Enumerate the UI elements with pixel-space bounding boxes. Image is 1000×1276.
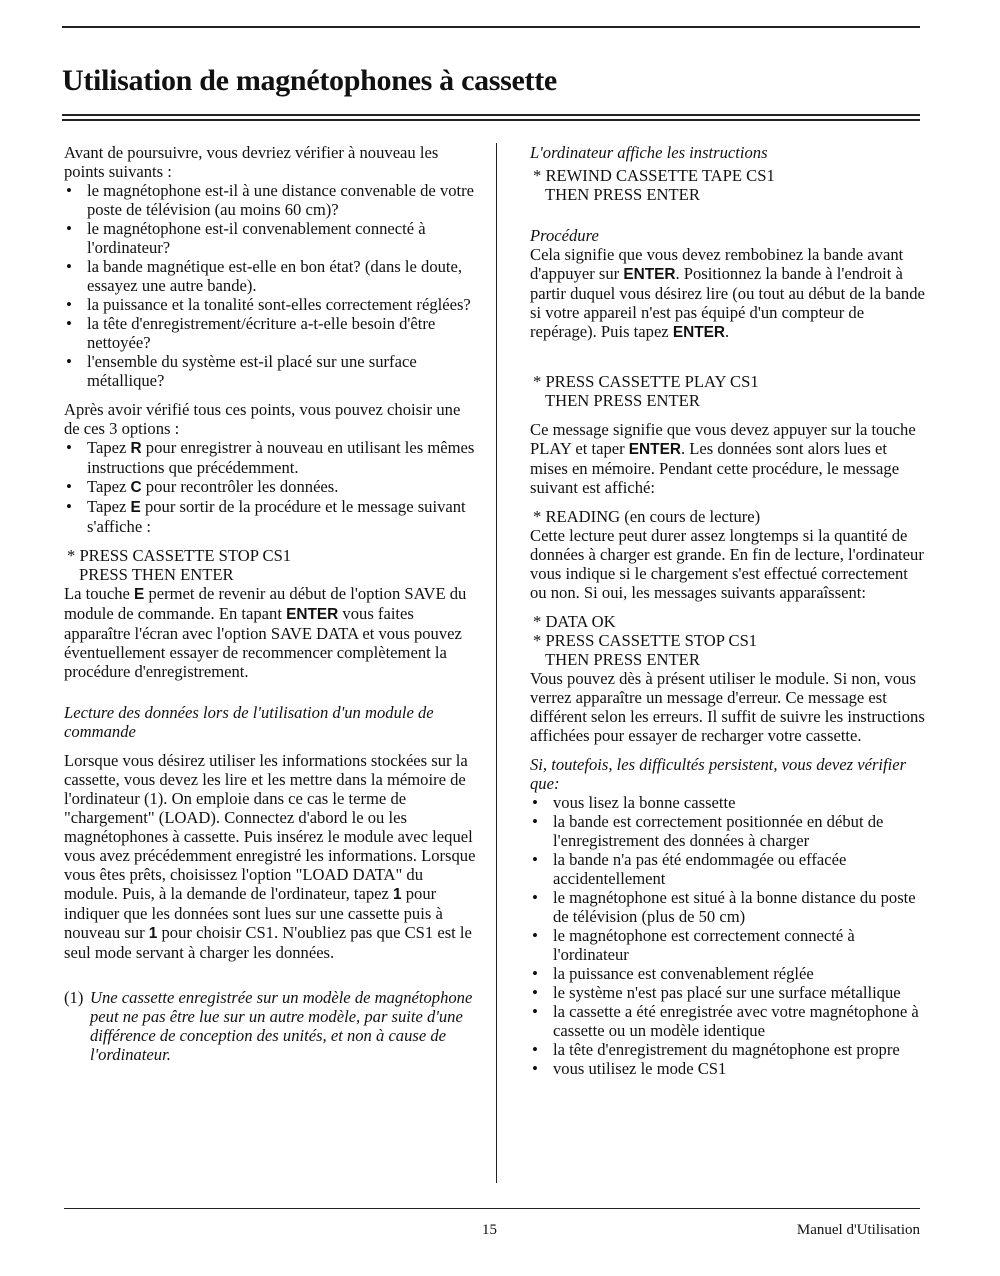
footnote: (1) Une cassette enregistrée sur un modèle de magnétophone peut ne pas être lue sur un autre modèle, par suite d'une différence de conception des unités, et non à cause de l'ordinateur. (64, 988, 473, 1064)
right-column (530, 143, 926, 1078)
section-heading: Procédure (530, 226, 599, 245)
column-divider (496, 143, 497, 1183)
list-item: • vous utilisez le mode CS1 (530, 1059, 926, 1078)
title-rule-bottom (62, 119, 920, 121)
list-item: • la tête d'enregistrement du magnétophone est propre (530, 1040, 926, 1059)
key-label: C (130, 479, 142, 496)
reading-paragraph: Cette lecture peut durer assez longtemps si la quantité de données à charger est grande. En fin de lecture, l'ordinateur vous indique si le chargement s'est effectué correctement ou non. Si oui, les messages suivants apparaîssent: (530, 526, 924, 602)
list-item: • le magnétophone est situé à la bonne distance du poste de télévision (plus de 50 cm) (530, 888, 926, 926)
intro-paragraph: Avant de poursuivre, vous devriez vérifier à nouveau les points suivants : (64, 143, 439, 181)
after-paragraph: Vous pouvez dès à présent utiliser le module. Si non, vous verrez apparaître un message d'erreur. Ce message est différent selon les erreurs. Il suffit de suivre les instructions affichées pour essayer de recharger votre cassette. (530, 669, 925, 745)
checklist (64, 181, 476, 390)
list-item: • Tapez C pour recontrôler les données. (64, 477, 476, 497)
list-item: • le magnétophone est correctement connecté à l'ordinateur (530, 926, 926, 964)
play-paragraph: Ce message signifie que vous devez appuyer sur la touche PLAY et taper ENTER. Les données sont alors lues et mises en mémoire. Pendant cette procédure, le message suivant est affiché: (530, 420, 916, 497)
screen-message: * PRESS CASSETTE STOP CS1 PRESS THEN ENTER (67, 546, 292, 584)
key-label: R (130, 440, 142, 457)
list-item: • Tapez R pour enregistrer à nouveau en utilisant les mêmes instructions que précédemment. (64, 438, 476, 477)
list-item: • la puissance est convenablement réglée (530, 964, 926, 983)
key-label: E (130, 499, 141, 516)
load-paragraph: Lorsque vous désirez utiliser les informations stockées sur la cassette, vous devez les lire et les mettre dans la mémoire de l'ordinateur (1). On emploie dans ce cas le terme de "chargement" (LOAD). Connectez d'abord le ou les magnétophones à cassette. Puis insérez le module avec lequel vous avez précédemment enregistré les informations. Lorsque vous êtes prêts, choisissez l'option "LOAD DATA" du module. Puis, à la demande de l'ordinateur, tapez 1 pour indiquer que les données sont lues sur une cassette puis à nouveau sur 1 pour choisir CS1. N'oubliez pas que CS1 est le seul mode servant à charger les données. (64, 751, 476, 962)
list-item: • le système n'est pas placé sur une surface métallique (530, 983, 926, 1002)
title-rule-top (62, 114, 920, 116)
list-item: • l'ensemble du système est-il placé sur une surface métallique? (64, 352, 476, 390)
section-heading: Lecture des données lors de l'utilisation d'un module de commande (64, 703, 434, 741)
key-e-paragraph: La touche E permet de revenir au début de l'option SAVE du module de commande. En tapant ENTER vous faites apparaître l'écran avec l'option SAVE DATA et vous pouvez éventuellement essayer de recommencer complètement la procédure d'enregistrement. (64, 584, 467, 681)
section-heading: Si, toutefois, les difficultés persistent, vous devez vérifier que: (530, 755, 907, 793)
list-item: • la cassette a été enregistrée avec votre magnétophone à cassette ou un modèle identique (530, 1002, 926, 1040)
footer-rule (64, 1208, 920, 1209)
options-list (64, 438, 476, 536)
screen-message: * DATA OK * PRESS CASSETTE STOP CS1 THEN PRESS ENTER (533, 612, 758, 669)
troubleshoot-list (530, 793, 926, 1078)
top-rule (62, 26, 920, 28)
list-item: • Tapez E pour sortir de la procédure et le message suivant s'affiche : (64, 497, 476, 536)
list-item: • la puissance et la tonalité sont-elles correctement réglées? (64, 295, 476, 314)
options-intro: Après avoir vérifié tous ces points, vous pouvez choisir une de ces 3 options : (64, 400, 461, 438)
procedure-paragraph: Cela signifie que vous devez rembobinez la bande avant d'appuyer sur ENTER. Positionnez la bande à l'endroit à partir duquel vous désirez lire (ou tout au début de la bande si votre appareil n'est pas équipé d'un compteur de repérage). Puis tapez ENTER. (530, 245, 925, 341)
list-item: • vous lisez la bonne cassette (530, 793, 926, 812)
left-column (64, 143, 476, 1064)
list-item: • la bande magnétique est-elle en bon état? (dans le doute, essayez une autre bande). (64, 257, 476, 295)
list-item: • la bande n'a pas été endommagée ou effacée accidentellement (530, 850, 926, 888)
list-item: • la bande est correctement positionnée en début de l'enregistrement des données à charger (530, 812, 926, 850)
manual-name: Manuel d'Utilisation (796, 1222, 920, 1238)
screen-message: * READING (en cours de lecture) (533, 507, 761, 526)
section-heading: L'ordinateur affiche les instructions (530, 143, 768, 162)
list-item: • la tête d'enregistrement/écriture a-t-elle besoin d'être nettoyée? (64, 314, 476, 352)
list-item: • le magnétophone est-il convenablement connecté à l'ordinateur? (64, 219, 476, 257)
page-number: 15 (482, 1222, 497, 1238)
list-item: • le magnétophone est-il à une distance convenable de votre poste de télévision (au moins 60 cm)? (64, 181, 476, 219)
screen-message: * PRESS CASSETTE PLAY CS1 THEN PRESS ENTER (533, 372, 759, 410)
screen-message: * REWIND CASSETTE TAPE CS1 THEN PRESS ENTER (533, 166, 775, 204)
page-title: Utilisation de magnétophones à cassette (62, 64, 557, 97)
